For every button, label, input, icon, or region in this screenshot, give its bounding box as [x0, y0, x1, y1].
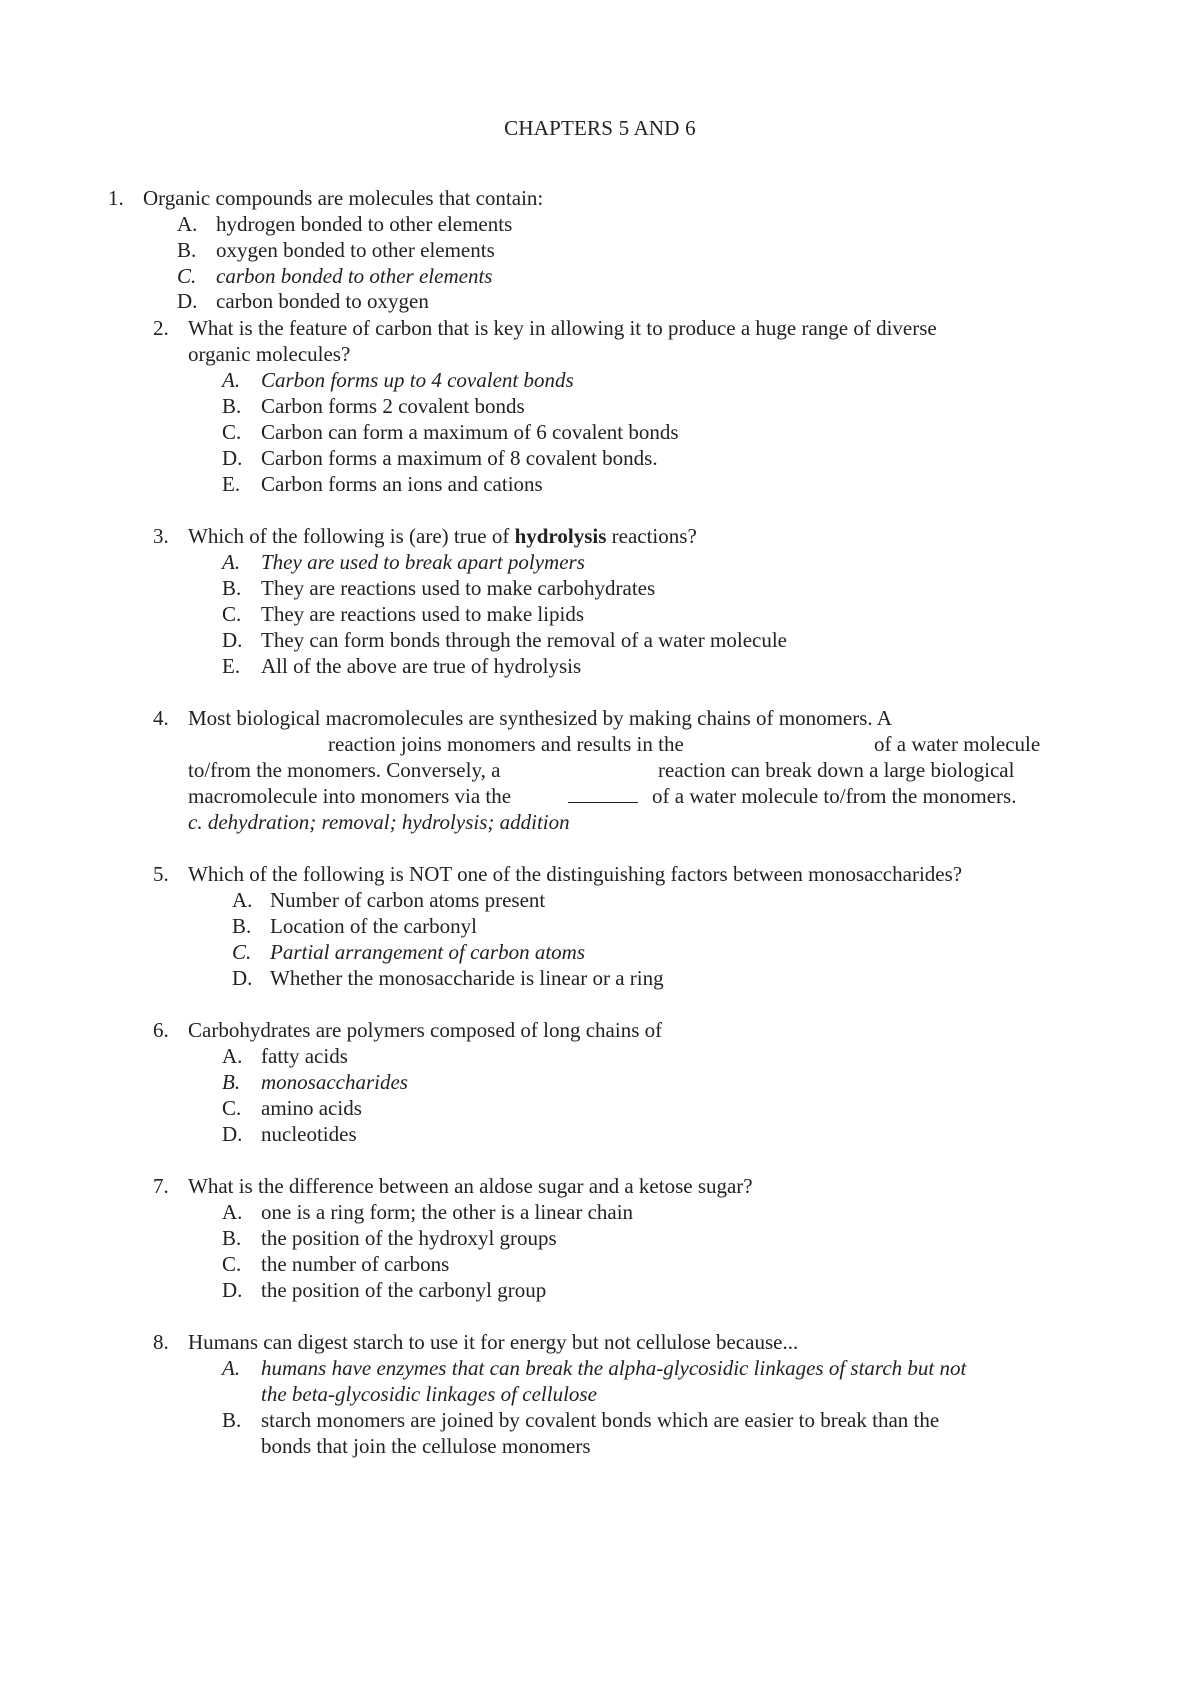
option-text: Whether the monosaccharide is linear or a ring: [270, 966, 664, 990]
option-text: Carbon forms an ions and cations: [261, 472, 543, 496]
option-letter: B.: [222, 576, 242, 600]
option-text: starch monomers are joined by covalent bonds which are easier to break than the: [261, 1408, 940, 1432]
option-text-answer: They are used to break apart polymers: [261, 550, 585, 574]
option-text-answer: humans have enzymes that can break the alpha-glycosidic linkages of starch but not: [261, 1356, 967, 1380]
option-text-answer: monosaccharides: [261, 1070, 408, 1094]
option-text: one is a ring form; the other is a linear chain: [261, 1200, 634, 1224]
option-text: Carbon can form a maximum of 6 covalent bonds: [261, 420, 679, 444]
option-letter: D.: [222, 628, 243, 652]
option-letter-answer: A.: [222, 368, 241, 392]
option-letter-answer: A.: [222, 1356, 241, 1380]
question-number: 3.: [153, 524, 169, 548]
question-text: of a water molecule to/from the monomers.: [652, 784, 1017, 808]
option-letter: C.: [222, 1096, 242, 1120]
question-text: organic molecules?: [188, 342, 351, 366]
question-text-bold: hydrolysis: [514, 524, 607, 548]
question-text: reaction can break down a large biological: [658, 758, 1015, 782]
option-text: fatty acids: [261, 1044, 348, 1068]
option-text-answer: carbon bonded to other elements: [216, 264, 493, 288]
question-text: macromolecule into monomers via the: [188, 784, 512, 808]
option-text: the position of the hydroxyl groups: [261, 1226, 557, 1250]
option-letter: A.: [222, 1044, 243, 1068]
question-text: Which of the following is NOT one of the distinguishing factors between monosaccharides?: [188, 862, 963, 886]
answer-text: c. dehydration; removal; hydrolysis; addition: [188, 810, 570, 834]
option-letter: B.: [222, 394, 242, 418]
option-text: Carbon forms a maximum of 8 covalent bonds.: [261, 446, 658, 470]
question-number: 4.: [153, 706, 169, 730]
option-text: the position of the carbonyl group: [261, 1278, 547, 1302]
option-text: amino acids: [261, 1096, 362, 1120]
option-letter: D.: [222, 1278, 243, 1302]
question-text: [188, 522, 697, 550]
option-letter: A.: [222, 1200, 243, 1224]
question-number: 8.: [153, 1330, 169, 1354]
option-letter: C.: [222, 420, 242, 444]
option-text: nucleotides: [261, 1122, 357, 1146]
option-text: hydrogen bonded to other elements: [216, 212, 513, 236]
question-text: What is the feature of carbon that is key in allowing it to produce a huge range of diverse: [188, 316, 937, 340]
question-text: to/from the monomers. Conversely, a: [188, 758, 501, 782]
option-letter: B.: [232, 914, 252, 938]
question-number: 1.: [108, 186, 124, 210]
option-letter-answer: C.: [232, 940, 252, 964]
question-text-part: reactions?: [606, 524, 697, 548]
question-number: 5.: [153, 862, 169, 886]
option-letter-answer: C.: [177, 264, 197, 288]
question-number: 6.: [153, 1018, 169, 1042]
question-text: Humans can digest starch to use it for energy but not cellulose because...: [188, 1330, 799, 1354]
option-letter: D.: [232, 966, 253, 990]
document-title: CHAPTERS 5 AND 6: [504, 116, 696, 140]
option-text: Number of carbon atoms present: [270, 888, 546, 912]
question-text: of a water molecule: [874, 732, 1041, 756]
option-letter: B.: [177, 238, 197, 262]
question-text: Organic compounds are molecules that contain:: [143, 186, 544, 210]
option-text-answer: Carbon forms up to 4 covalent bonds: [261, 368, 574, 392]
question-number: 7.: [153, 1174, 169, 1198]
option-letter: A.: [177, 212, 198, 236]
answer-blank: [568, 782, 638, 810]
option-text: They are reactions used to make carbohydrates: [261, 576, 656, 600]
option-letter: D.: [222, 446, 243, 470]
option-text: oxygen bonded to other elements: [216, 238, 495, 262]
option-text-answer: the beta-glycosidic linkages of cellulose: [261, 1382, 597, 1406]
option-text: They can form bonds through the removal of a water molecule: [261, 628, 787, 652]
question-number: 2.: [153, 316, 169, 340]
option-letter-answer: B.: [222, 1070, 241, 1094]
option-letter: C.: [222, 1252, 242, 1276]
option-letter: D.: [222, 1122, 243, 1146]
option-letter: D.: [177, 289, 198, 313]
option-text: bonds that join the cellulose monomers: [261, 1434, 591, 1458]
question-text: Most biological macromolecules are synthesized by making chains of monomers. A: [188, 706, 892, 730]
option-text: the number of carbons: [261, 1252, 450, 1276]
option-letter: B.: [222, 1408, 242, 1432]
question-text: reaction joins monomers and results in the: [328, 732, 684, 756]
option-text: carbon bonded to oxygen: [216, 289, 429, 313]
option-letter-answer: A.: [222, 550, 241, 574]
option-text: They are reactions used to make lipids: [261, 602, 585, 626]
option-text: Carbon forms 2 covalent bonds: [261, 394, 525, 418]
option-letter: B.: [222, 1226, 242, 1250]
option-letter: E.: [222, 472, 241, 496]
option-text-answer: Partial arrangement of carbon atoms: [270, 940, 585, 964]
option-text: All of the above are true of hydrolysis: [261, 654, 582, 678]
option-letter: A.: [232, 888, 253, 912]
question-text: What is the difference between an aldose sugar and a ketose sugar?: [188, 1174, 753, 1198]
option-text: Location of the carbonyl: [270, 914, 478, 938]
option-letter: E.: [222, 654, 241, 678]
option-letter: C.: [222, 602, 242, 626]
question-text: Carbohydrates are polymers composed of long chains of: [188, 1018, 663, 1042]
question-text-part: Which of the following is (are) true of: [188, 524, 515, 548]
